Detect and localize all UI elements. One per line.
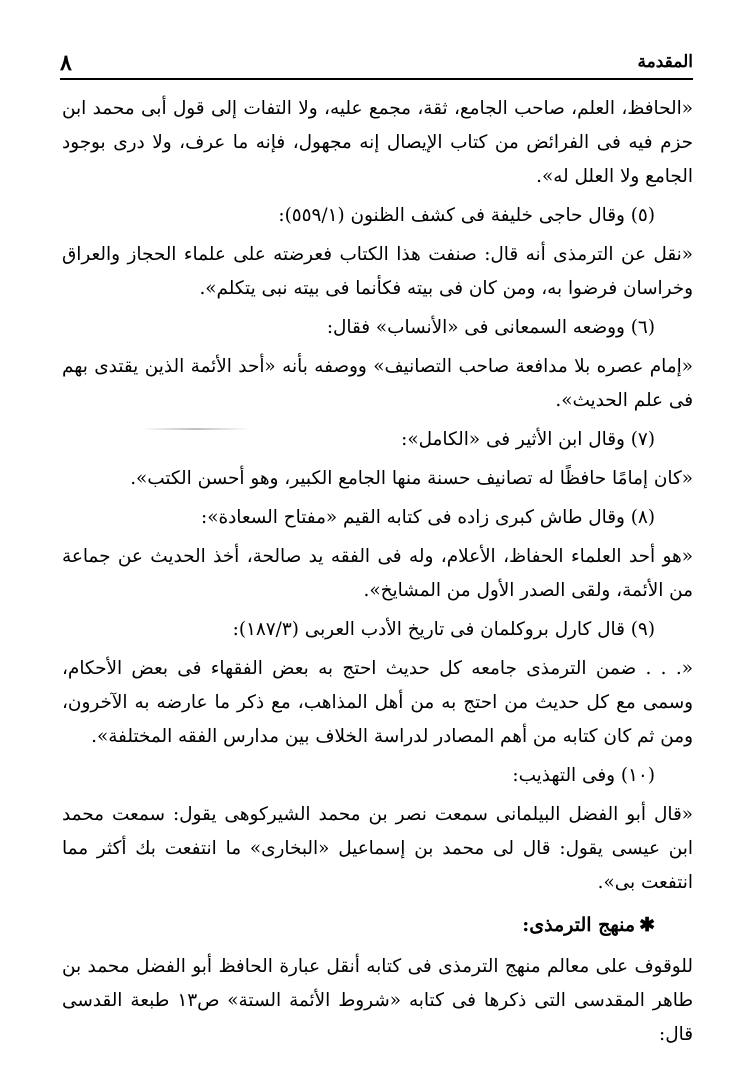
section-heading — [62, 908, 693, 942]
numbered-item-7: (٧) وقال ابن الأثير فى «الكامل»: — [401, 429, 655, 450]
numbered-item-10: (١٠) وفى التهذيب: — [512, 765, 655, 786]
quote-paragraph: «قال أبو الفضل البيلمانى سمعت نصر بن محمد الشيركوهى يقول: سمعت محمد ابن عيسى يقول: قال لى محمد بن إسماعيل «البخارى» ما انتفعت بك أكثر مما انتفعت بى». — [62, 804, 693, 893]
page-number: ٨ — [60, 50, 72, 76]
quote-paragraph: «كان إمامًا حافظًا له تصانيف حسنة منها الجامع الكبير، وهو أحسن الكتب». — [130, 468, 693, 489]
numbered-item-8: (٨) وقال طاش كبرى زاده فى كتابه القيم «مفتاح السعادة»: — [201, 507, 655, 528]
running-title: المقدمة — [637, 52, 693, 72]
quote-paragraph: «هو أحد العلماء الحفاظ، الأعلام، وله فى الفقه يد صالحة، أخذ الحديث عن جماعة من الأئمة، ولقى الصدر الأول من المشايخ». — [62, 546, 693, 601]
asterisk-icon: ✱ — [639, 914, 655, 936]
numbered-item-5: (٥) وقال حاجى خليفة فى كشف الظنون (٥٥٩/١): — [278, 205, 655, 226]
quote-paragraph: «. . . ضمن الترمذى جامعه كل حديث احتج به بعض الفقهاء فى بعض الأحكام، وسمى مع كل حديث من احتج به من أهل المذاهب، مع ذكر ما عارضه به الآخرون، ومن ثم كان كتابه من أهم المصادر لدراسة الخلاف بين مدارس الفقه المختلفة». — [62, 658, 693, 747]
numbered-item-6: (٦) ووضعه السمعانى فى «الأنساب» فقال: — [326, 317, 655, 338]
quote-paragraph: «الحافظ، العلم، صاحب الجامع، ثقة، مجمع عليه، ولا التفات إلى قول أبى محمد ابن حزم فيه فى الفرائض من كتاب الإيصال إنه مجهول، فإنه ما عرف، ولا درى بوجود الجامع ولا العلل له». — [62, 98, 693, 187]
page-header — [60, 48, 693, 80]
page-body — [62, 92, 693, 1057]
quote-paragraph: «نقل عن الترمذى أنه قال: صنفت هذا الكتاب فعرضته على علماء الحجاز والعراق وخراسان فرضوا به، ومن كان فى بيته فكأنما فى بيته نبى يتكلم». — [62, 244, 693, 299]
quote-paragraph: «إمام عصره بلا مدافعة صاحب التصانيف» ووصفه بأنه «أحد الأئمة الذين يقتدى بهم فى علم الحديث». — [62, 356, 693, 411]
section-heading-text: منهج الترمذى: — [522, 914, 636, 936]
body-paragraph: للوقوف على معالم منهج الترمذى فى كتابه أنقل عبارة الحافظ أبو الفضل محمد بن طاهر المقدسى التى ذكرها فى كتابه «شروط الأئمة الستة» ص١٣ طبعة القدسى قال: — [62, 956, 693, 1045]
numbered-item-9: (٩) قال كارل بروكلمان فى تاريخ الأدب العربى (١٨٧/٣): — [232, 619, 655, 640]
